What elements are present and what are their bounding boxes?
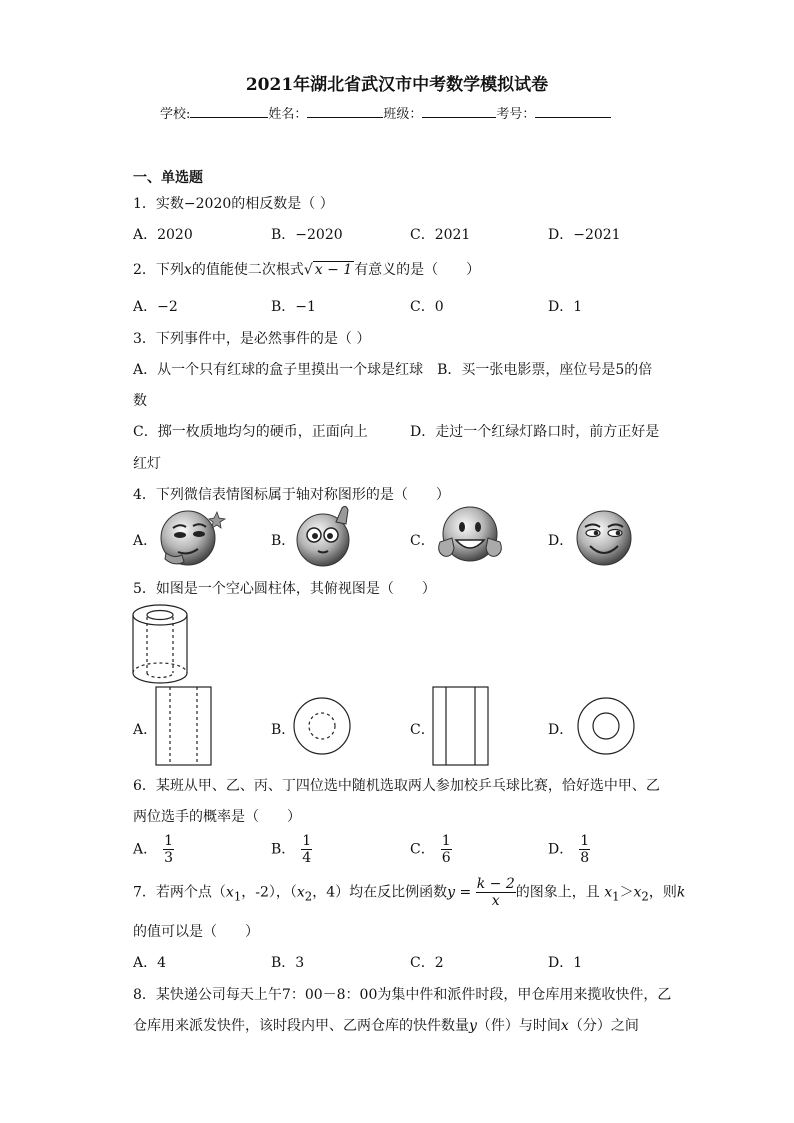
q1-option-d: D．−2021 xyxy=(548,227,621,243)
q7-p2-rest: ，4）均在反比例函数 xyxy=(312,884,448,901)
q1-option-a: A．2020 xyxy=(133,227,193,243)
q3-option-c: C．掷一枚质地均匀的硬币，正面向上 xyxy=(133,424,368,440)
q7-p1-sub: 1 xyxy=(233,889,242,904)
q2-text-mid: 的值能使二次根式 xyxy=(191,262,304,278)
question-6-line-2: 两位选手的概率是（ ） xyxy=(133,809,301,825)
sqrt-sign: √ xyxy=(303,262,313,278)
q5-option-a-figure xyxy=(156,687,211,765)
question-6-line-1: 6．某班从甲、乙、丙、丁四位选中随机选取两人参加校乒乓球比赛，恰好选中甲、乙 xyxy=(133,778,660,794)
question-7-line-2: 的值可以是（ ） xyxy=(133,924,259,940)
q3-options-ab: A．从一个只有红球的盒子里摸出一个球是红球 B．买一张电影票，座位号是5的倍 xyxy=(133,362,653,378)
q5-option-b: B． xyxy=(271,722,296,738)
q2-text-post: 有意义的是（ ） xyxy=(354,262,481,278)
class-label: 班级： xyxy=(383,107,423,122)
q7-eq: = xyxy=(455,884,476,901)
q7-p2-sub: 2 xyxy=(304,889,313,904)
smirk-emoji-icon xyxy=(161,511,225,565)
q6-option-b-label: B． xyxy=(271,841,296,858)
q7-option-c: C．2 xyxy=(410,955,444,971)
grinning-hands-emoji-icon xyxy=(439,507,502,561)
q6-option-d-label: D． xyxy=(548,841,574,858)
section-heading: 一、单选题 xyxy=(133,170,203,186)
q2-option-b: B．−1 xyxy=(271,299,316,315)
q6-d-denominator: 8 xyxy=(580,850,590,866)
q6-option-d-fraction xyxy=(579,833,590,866)
q6-a-denominator: 3 xyxy=(164,850,174,866)
q7-option-d: D．1 xyxy=(548,955,583,971)
q7-p1-rest: ，-2），（ xyxy=(241,884,297,901)
q6-option-d xyxy=(548,833,590,866)
q5-option-c: C． xyxy=(410,722,435,738)
name-label: 姓名： xyxy=(268,107,308,122)
q4-option-b: B． xyxy=(271,533,296,549)
q6-d-numerator: 1 xyxy=(580,833,590,849)
question-8-line-1: 8．某快递公司每天上午7：00－8：00为集中件和派件时段，甲仓库用来揽收快件，乙 xyxy=(133,987,672,1003)
q8-y: y xyxy=(469,1018,477,1034)
q7-c2: x xyxy=(633,884,642,901)
question-4: 4．下列微信表情图标属于轴对称图形的是（ ） xyxy=(133,487,450,503)
q7-c1-sub: 1 xyxy=(612,889,620,904)
q7-post: 的图象上，且 xyxy=(515,884,605,901)
q8-post: （分）之间 xyxy=(568,1018,639,1034)
q6-b-numerator: 1 xyxy=(302,833,312,849)
q6-b-denominator: 4 xyxy=(302,850,312,866)
q6-option-c xyxy=(410,833,452,866)
q2-variable: x xyxy=(183,262,192,278)
q5-option-c-figure xyxy=(433,687,488,765)
q4-option-d: D． xyxy=(548,533,574,549)
school-label: 学校: xyxy=(160,107,191,122)
q6-option-a-label: A． xyxy=(133,841,158,858)
q5-option-a: A． xyxy=(133,722,158,738)
q2-option-c: C．0 xyxy=(410,299,444,315)
q8-x: x xyxy=(560,1018,569,1034)
q6-a-numerator: 1 xyxy=(164,833,174,849)
q7-y: y xyxy=(447,884,456,901)
q5-option-d-figure xyxy=(578,698,634,754)
q6-c-numerator: 1 xyxy=(441,833,451,849)
q6-option-b xyxy=(271,833,312,866)
q5-option-b-figure xyxy=(294,698,350,754)
q8-line2-pre: 仓库用来派发快件，该时段内甲、乙两仓库的快件数量 xyxy=(133,1018,469,1034)
question-7-line-1 xyxy=(133,876,685,909)
q7-fraction-numerator: k − 2 xyxy=(476,876,515,892)
q7-option-a: A．4 xyxy=(133,955,167,971)
goggle-eyes-emoji-icon xyxy=(297,506,349,566)
q7-then: ，则 xyxy=(648,884,677,901)
question-5: 5．如图是一个空心圆柱体，其俯视图是（ ） xyxy=(133,581,436,597)
q6-option-a-fraction xyxy=(163,833,174,866)
q6-option-b-fraction xyxy=(301,833,312,866)
hollow-cylinder-figure xyxy=(133,605,187,683)
question-3: 3．下列事件中，是必然事件的是（ ） xyxy=(133,331,371,347)
q5-option-d: D． xyxy=(548,722,574,738)
q7-function-fraction xyxy=(476,876,516,909)
sly-smile-emoji-icon xyxy=(577,511,631,565)
q6-option-a xyxy=(133,833,174,866)
q8-mid: （件）与时间 xyxy=(476,1018,561,1034)
q3-option-d: D．走过一个红绿灯路口时，前方正好是 xyxy=(410,424,660,440)
q1-option-c: C．2021 xyxy=(410,227,471,243)
q7-p2: x xyxy=(296,884,305,901)
q4-option-a: A． xyxy=(133,533,158,549)
question-8-line-2 xyxy=(133,1015,639,1035)
q6-option-c-fraction xyxy=(441,833,452,866)
q3-option-b-cont: 数 xyxy=(133,393,147,409)
page-title: 2021年湖北省武汉市中考数学模拟试卷 xyxy=(245,75,549,95)
q7-c2-sub: 2 xyxy=(641,889,649,904)
number-label: 考号： xyxy=(496,107,536,122)
q6-c-denominator: 6 xyxy=(441,850,451,866)
q6-option-c-label: C． xyxy=(410,841,435,858)
q4-option-c: C． xyxy=(410,533,435,549)
q2-text-pre: 2．下列 xyxy=(133,262,184,278)
q7-fraction-denominator: x xyxy=(491,893,500,909)
q7-k: k xyxy=(676,884,686,901)
q2-option-a: A．−2 xyxy=(133,299,178,315)
q7-c1: x xyxy=(604,884,613,901)
q7-option-b: B．3 xyxy=(271,955,305,971)
q7-p1: x xyxy=(225,884,234,901)
q2-option-d: D．1 xyxy=(548,299,583,315)
q2-radicand: x − 1 xyxy=(314,262,353,278)
q3-option-d-cont: 红灯 xyxy=(133,456,161,472)
q7-pre: 7．若两个点（ xyxy=(133,884,226,901)
q7-gt: ＞ xyxy=(619,884,634,901)
question-1: 1．实数−2020的相反数是（ ） xyxy=(133,196,334,212)
q1-option-b: B．−2020 xyxy=(271,227,343,243)
